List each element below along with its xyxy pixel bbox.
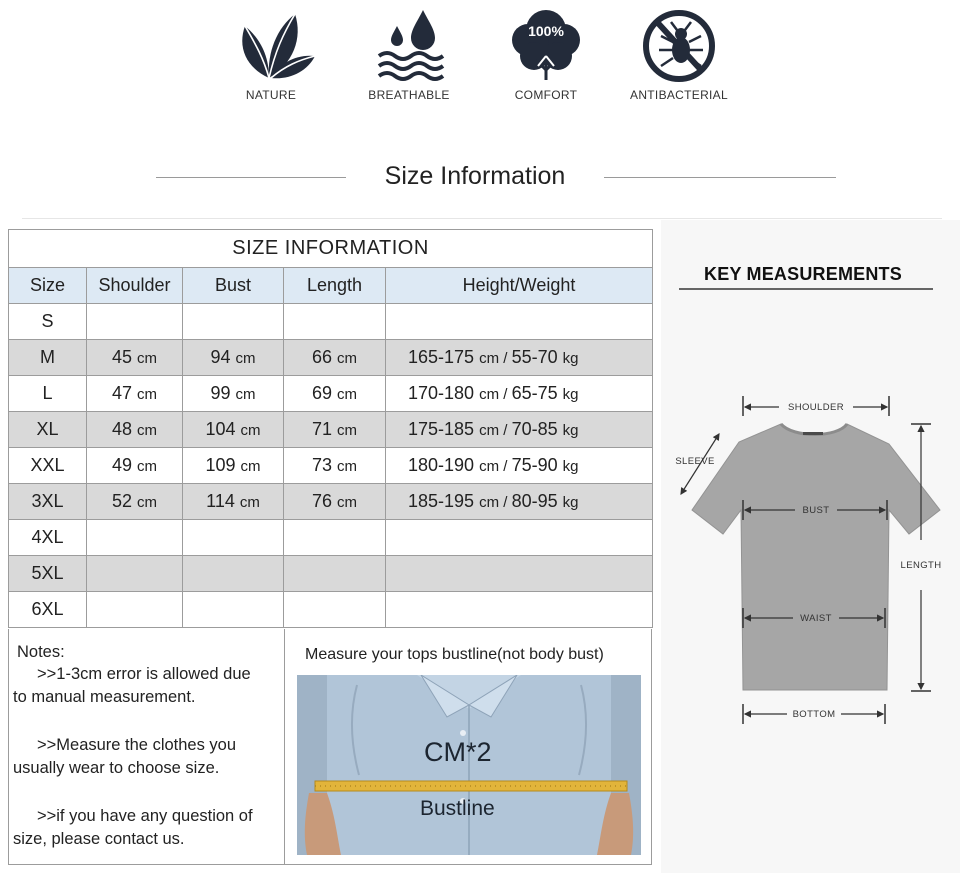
header-height-weight: Height/Weight bbox=[386, 268, 653, 304]
heading-rule-left bbox=[156, 177, 346, 178]
comfort-badge: 100% bbox=[528, 23, 564, 39]
unit-label: kg bbox=[562, 458, 579, 475]
size-row-6xl bbox=[9, 592, 653, 628]
length-value: 76 bbox=[311, 491, 338, 511]
size-value: 5XL bbox=[31, 563, 64, 583]
height-weight-cell bbox=[386, 556, 653, 592]
note-line: >>if you have any question of bbox=[37, 806, 253, 825]
size-cell bbox=[9, 304, 87, 340]
weight-value: 80-95 bbox=[511, 491, 563, 511]
unit-label: cm bbox=[337, 350, 358, 367]
height-weight-cell bbox=[386, 484, 653, 520]
feature-label: COMFORT bbox=[514, 88, 578, 102]
bust-cell bbox=[183, 484, 284, 520]
shoulder-cell bbox=[87, 448, 183, 484]
height-value: 185-195 bbox=[408, 491, 480, 511]
size-value: 4XL bbox=[31, 527, 64, 547]
bust-formula: CM*2 bbox=[424, 737, 492, 767]
shoulder-cell bbox=[87, 376, 183, 412]
bust-cell bbox=[183, 340, 284, 376]
length-cell bbox=[284, 376, 386, 412]
length-cell bbox=[284, 340, 386, 376]
size-cell bbox=[9, 484, 87, 520]
size-value: M bbox=[40, 347, 55, 367]
leaf-icon bbox=[223, 8, 319, 84]
height-weight-cell bbox=[386, 340, 653, 376]
size-value: 3XL bbox=[31, 491, 64, 511]
bust-cell bbox=[183, 592, 284, 628]
size-value: 6XL bbox=[31, 599, 64, 619]
unit-label: cm bbox=[240, 422, 261, 439]
size-table-header bbox=[9, 268, 653, 304]
water-drop-icon bbox=[361, 8, 457, 84]
height-value: 180-190 bbox=[408, 455, 480, 475]
size-table bbox=[8, 229, 653, 628]
feature-antibacterial bbox=[614, 8, 744, 102]
shoulder-cell bbox=[87, 412, 183, 448]
shoulder-cell bbox=[87, 304, 183, 340]
weight-value: 70-85 bbox=[511, 419, 563, 439]
size-row-4xl bbox=[9, 520, 653, 556]
unit-label: cm bbox=[137, 386, 158, 403]
feature-label: NATURE bbox=[245, 88, 297, 102]
tshirt-diagram bbox=[661, 220, 960, 873]
shoulder-value: 49 bbox=[111, 455, 138, 475]
height-weight-cell bbox=[386, 592, 653, 628]
note-line: >>1-3cm error is allowed due bbox=[37, 664, 251, 683]
length-cell bbox=[284, 448, 386, 484]
bust-value: 114 bbox=[206, 491, 240, 511]
bust-cell bbox=[183, 520, 284, 556]
feature-breathable bbox=[344, 8, 474, 102]
shoulder-value: 52 bbox=[111, 491, 138, 511]
bust-value: 94 bbox=[210, 347, 236, 367]
bust-cell bbox=[183, 304, 284, 340]
tshirt-tag bbox=[803, 432, 823, 435]
notes-heading: Notes: bbox=[17, 643, 65, 661]
header-size: Size bbox=[9, 268, 87, 304]
feature-label: ANTIBACTERIAL bbox=[630, 88, 728, 102]
bust-value: 109 bbox=[205, 455, 241, 475]
size-cell bbox=[9, 592, 87, 628]
unit-label: cm bbox=[235, 386, 256, 403]
note-line: to manual measurement. bbox=[13, 688, 196, 706]
unit-label: cm bbox=[240, 458, 261, 475]
note-line: >>Measure the clothes you bbox=[37, 735, 237, 754]
unit-label: cm bbox=[337, 494, 358, 511]
size-value: L bbox=[42, 383, 53, 403]
size-cell bbox=[9, 520, 87, 556]
shoulder-label: SHOULDER bbox=[788, 402, 844, 413]
tshirt-shape bbox=[692, 424, 940, 690]
height-value: 170-180 bbox=[408, 383, 480, 403]
bust-cell bbox=[183, 556, 284, 592]
size-row-s bbox=[9, 304, 653, 340]
unit-label: cm bbox=[239, 494, 260, 511]
bustline-photo bbox=[297, 675, 641, 855]
size-cell bbox=[9, 556, 87, 592]
header-shoulder: Shoulder bbox=[87, 268, 183, 304]
size-information-heading bbox=[0, 160, 960, 196]
length-cell bbox=[284, 484, 386, 520]
shoulder-cell bbox=[87, 484, 183, 520]
unit-label: cm / bbox=[479, 350, 512, 367]
length-cell bbox=[284, 412, 386, 448]
shoulder-cell bbox=[87, 520, 183, 556]
height-weight-cell bbox=[386, 376, 653, 412]
bust-value: 104 bbox=[205, 419, 241, 439]
height-weight-cell bbox=[386, 448, 653, 484]
shoulder-value: 47 bbox=[111, 383, 138, 403]
notes-block bbox=[8, 629, 652, 865]
no-bug-icon bbox=[631, 8, 727, 84]
unit-label: kg bbox=[562, 422, 579, 439]
size-value: XXL bbox=[30, 455, 65, 475]
unit-label: cm bbox=[137, 350, 158, 367]
unit-label: cm bbox=[235, 350, 256, 367]
unit-label: kg bbox=[562, 386, 579, 403]
shoulder-measure bbox=[743, 396, 889, 416]
unit-label: kg bbox=[562, 494, 579, 511]
length-cell bbox=[284, 304, 386, 340]
bust-cell bbox=[183, 448, 284, 484]
height-value: 175-185 bbox=[408, 419, 480, 439]
length-cell bbox=[284, 556, 386, 592]
divider bbox=[22, 218, 942, 219]
length-cell bbox=[284, 592, 386, 628]
unit-label: cm / bbox=[479, 386, 512, 403]
size-row-l bbox=[9, 376, 653, 412]
size-row-3xl bbox=[9, 484, 653, 520]
unit-label: cm bbox=[137, 458, 158, 475]
shoulder-cell bbox=[87, 340, 183, 376]
measure-instruction: Measure your tops bustline(not body bust) bbox=[305, 646, 604, 663]
height-weight-cell bbox=[386, 520, 653, 556]
length-value: 73 bbox=[311, 455, 338, 475]
size-table-body bbox=[9, 304, 653, 628]
shoulder-value: 48 bbox=[111, 419, 138, 439]
key-measurements-title: KEY MEASUREMENTS bbox=[704, 264, 902, 284]
size-value: S bbox=[41, 311, 54, 331]
cotton-icon bbox=[498, 8, 594, 84]
unit-label: cm bbox=[337, 458, 358, 475]
key-measurements-panel bbox=[661, 220, 960, 873]
bust-cell bbox=[183, 376, 284, 412]
shoulder-cell bbox=[87, 592, 183, 628]
unit-label: cm bbox=[337, 422, 358, 439]
length-value: 69 bbox=[311, 383, 338, 403]
bottom-measure bbox=[743, 704, 885, 724]
weight-value: 75-90 bbox=[511, 455, 563, 475]
size-cell bbox=[9, 412, 87, 448]
section-title: Size Information bbox=[384, 162, 566, 190]
size-row-xxl bbox=[9, 448, 653, 484]
length-cell bbox=[284, 520, 386, 556]
height-value: 165-175 bbox=[408, 347, 480, 367]
unit-label: cm bbox=[337, 386, 358, 403]
size-value: XL bbox=[36, 419, 59, 439]
length-label: LENGTH bbox=[900, 560, 942, 571]
notes bbox=[9, 629, 285, 864]
size-row-xl bbox=[9, 412, 653, 448]
shoulder-cell bbox=[87, 556, 183, 592]
unit-label: cm bbox=[137, 494, 158, 511]
feature-comfort bbox=[481, 8, 611, 102]
sleeve-label: SLEEVE bbox=[675, 456, 715, 467]
note-line: size, please contact us. bbox=[13, 830, 185, 848]
unit-label: kg bbox=[562, 350, 579, 367]
size-cell bbox=[9, 448, 87, 484]
height-weight-cell bbox=[386, 412, 653, 448]
size-table-title: SIZE INFORMATION bbox=[9, 230, 653, 268]
unit-label: cm / bbox=[479, 458, 512, 475]
unit-label: cm bbox=[137, 422, 158, 439]
bust-value: 99 bbox=[210, 383, 236, 403]
length-value: 66 bbox=[311, 347, 338, 367]
bottom-label: BOTTOM bbox=[792, 709, 836, 720]
feature-icons-row bbox=[0, 0, 960, 110]
note-line: usually wear to choose size. bbox=[13, 759, 220, 777]
length-measure bbox=[901, 424, 942, 691]
height-weight-cell bbox=[386, 304, 653, 340]
bust-cell bbox=[183, 412, 284, 448]
feature-nature bbox=[206, 8, 336, 102]
size-row-m bbox=[9, 340, 653, 376]
feature-label: BREATHABLE bbox=[368, 88, 450, 102]
heading-rule-right bbox=[604, 177, 836, 178]
size-row-5xl bbox=[9, 556, 653, 592]
size-cell bbox=[9, 340, 87, 376]
bustline-label: Bustline bbox=[420, 797, 495, 820]
length-value: 71 bbox=[311, 419, 338, 439]
waist-label: WAIST bbox=[800, 613, 832, 624]
header-bust: Bust bbox=[183, 268, 284, 304]
shoulder-value: 45 bbox=[111, 347, 138, 367]
size-cell bbox=[9, 376, 87, 412]
unit-label: cm / bbox=[479, 422, 512, 439]
weight-value: 55-70 bbox=[511, 347, 563, 367]
header-length: Length bbox=[284, 268, 386, 304]
unit-label: cm / bbox=[479, 494, 512, 511]
weight-value: 65-75 bbox=[511, 383, 563, 403]
bust-label: BUST bbox=[802, 505, 830, 516]
